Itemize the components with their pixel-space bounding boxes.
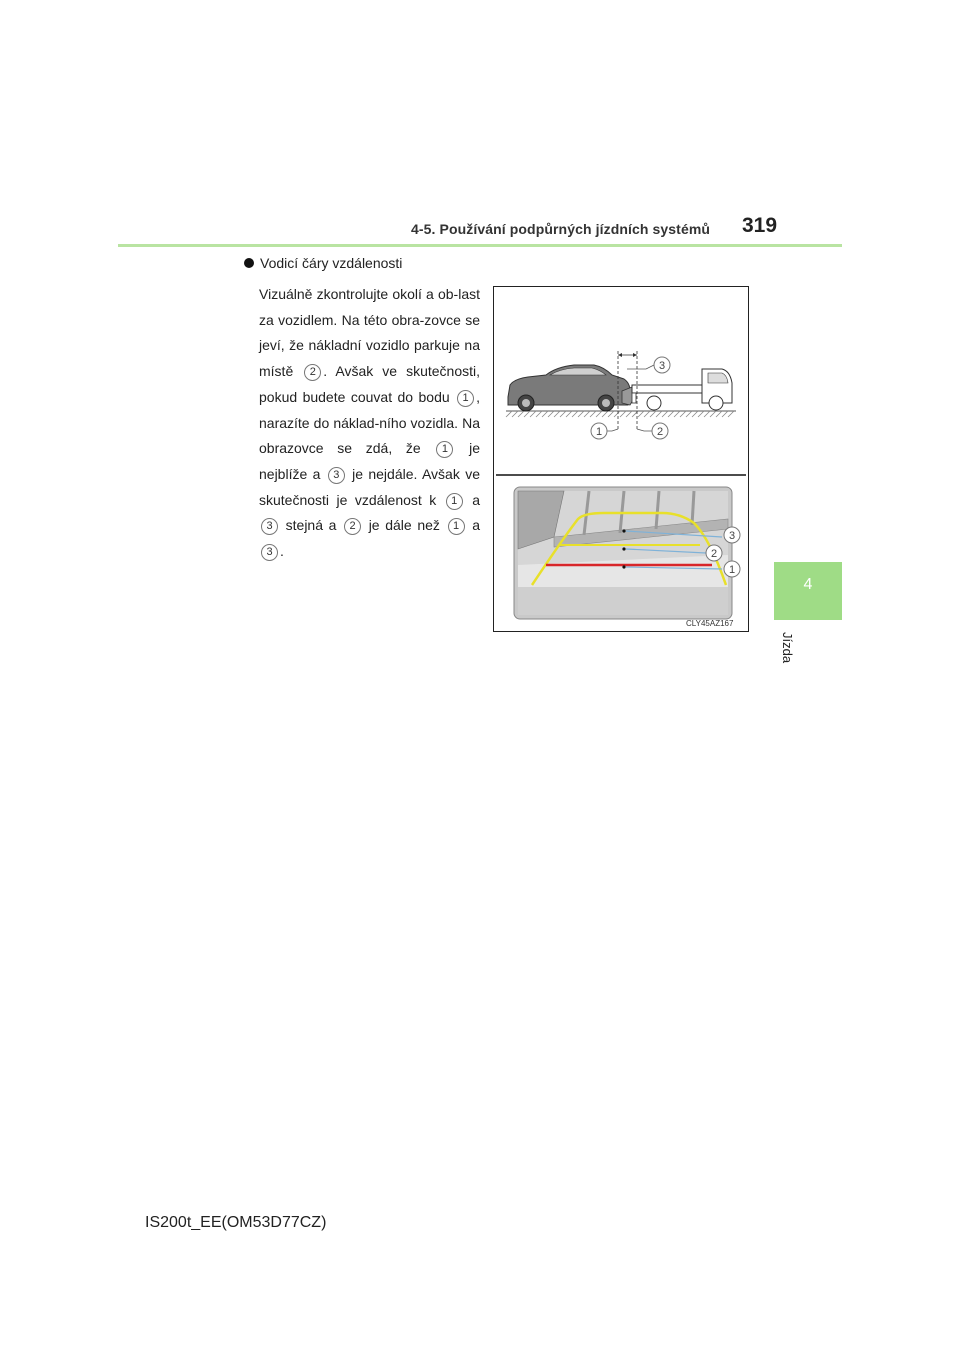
circled-number: 3 — [261, 518, 278, 535]
label-2-top: 2 — [656, 426, 664, 438]
circled-number: 3 — [261, 544, 278, 561]
center-dot-3 — [622, 529, 625, 532]
label-1-bottom: 1 — [728, 564, 736, 576]
beam-post-4 — [692, 491, 694, 525]
paragraph-text: je nejdále. Avšak ve skutečnosti je vzdálenost k — [259, 465, 480, 508]
leader-2 — [637, 429, 652, 431]
paragraph-text: je nejblíže a — [259, 440, 480, 482]
circled-number: 3 — [328, 467, 345, 484]
ground-hatch — [506, 411, 734, 417]
figure-code: CLY45AZ167 — [686, 619, 734, 628]
chapter-label: Jízda — [780, 632, 795, 664]
circled-number: 1 — [446, 493, 463, 510]
circled-number: 2 — [304, 364, 321, 381]
circled-number: 1 — [436, 441, 453, 458]
bullet-icon — [244, 258, 254, 268]
label-2-bottom: 2 — [710, 548, 718, 560]
circled-number: 2 — [344, 518, 361, 535]
guide-lines-figure — [493, 286, 749, 632]
paragraph-text: . Avšak ve skutečnosti, pokud budete couvat do bodu — [259, 363, 480, 405]
paragraph-text: je dále než — [363, 517, 446, 534]
side-view — [506, 351, 736, 439]
paragraph-text: a — [464, 491, 480, 508]
body-paragraph — [259, 282, 480, 565]
center-dot-1 — [622, 565, 625, 568]
car-hub-front — [522, 399, 530, 407]
header-rule — [118, 244, 842, 247]
leader-1 — [606, 429, 618, 431]
car-hub-rear — [602, 399, 610, 407]
label-3-bottom: 3 — [728, 530, 736, 542]
chapter-number: 4 — [803, 576, 813, 593]
truck-rear-bumper — [632, 393, 636, 403]
chapter-tab — [774, 562, 842, 620]
circled-number: 1 — [457, 390, 474, 407]
paragraph-text: , narazíte do náklad-ního vozidla. Na obrazovce se zdá, že — [259, 388, 480, 457]
section-title: 4-5. Používání podpůrných jízdních systémů — [411, 221, 711, 237]
model-code: IS200t_EE(OM53D77CZ) — [145, 1214, 327, 1231]
center-dot-2 — [622, 547, 625, 550]
truck-wheel-rear — [647, 396, 661, 410]
bullet-heading — [244, 255, 402, 271]
paragraph-text: Vizuálně zkontrolujte okolí a ob-last za vozidlem. Na této obra-zovce se jeví, že nákladní vozidlo parkuje na místě — [259, 286, 480, 380]
page-number: 319 — [742, 214, 778, 237]
label-3-top: 3 — [658, 360, 666, 372]
paragraph-text: . — [280, 543, 284, 560]
circled-number: 1 — [448, 518, 465, 535]
truck-bed — [632, 385, 702, 393]
paragraph-text: stejná a — [280, 517, 343, 534]
truck-wheel-front — [709, 396, 723, 410]
figure-illustration — [494, 287, 748, 631]
camera-screen — [514, 487, 740, 619]
label-1-top: 1 — [595, 426, 603, 438]
bullet-heading-text: Vodicí čáry vzdálenosti — [260, 255, 403, 271]
screen-bumper-area — [518, 587, 728, 615]
paragraph-text: a — [466, 517, 480, 534]
leader-3 — [627, 365, 654, 369]
